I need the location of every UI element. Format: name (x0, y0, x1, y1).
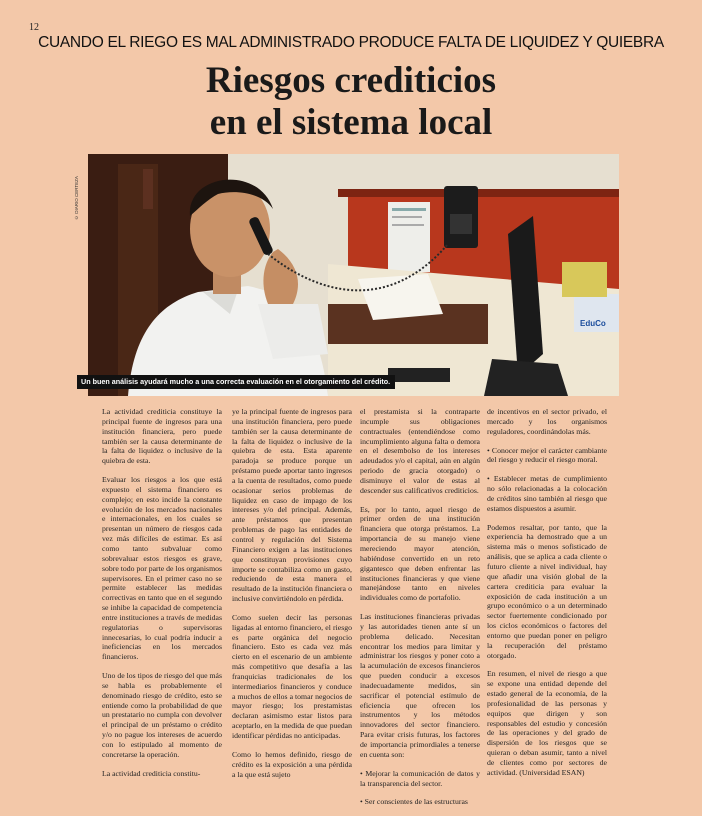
title-line-2: en el sistema local (209, 102, 493, 143)
bullet-item: • Establecer metas de cumplimiento no sólo relacionadas a la colocación de créditos sino también al riesgo que estamos dispuestos a asumir. (487, 474, 607, 513)
bullet-item: • Ser conscientes de las estructuras (360, 797, 468, 807)
column-4 (487, 407, 607, 787)
paragraph: Las instituciones financieras privadas y las autoridades tienen ante sí un problema delicado. Necesitan encontrar los medios para limitar y administrar los riesgos y poner coto a la acumulación de excesos financieros que pueden conducir a excesos inadecuadamente medidos, sin sacrificar el potencial estímulo de eficiencia que ofrecen los instrumentos y los métodos innovadores del sector financiero. Para evitar crisis futuras, los factores de importancia primordiales a tenerse en cuenta son: (360, 612, 480, 759)
paragraph: ye la principal fuente de ingresos para una institución financiera, pero puede también ser la causa determinante de la falta de liquidez o inclusive de la quiebra de esta. Esta aparente paradoja se produce porque un préstamo puede aportar tanto ingresos a la cuenta de resultados, como puede ocasionar serios problemas de liquidez en caso de impago de los intereses y/o del principal. Además, ante préstamos que presentan problemas de pago las entidades de control y regulación del Sistema Financiero exigen a las instituciones que constituyan provisiones cuyo importe se contabiliza como un gasto, reduciendo de esta manera el resultado de la institución financiera o inclusive convirtiéndolo en pérdida. (232, 407, 352, 604)
paragraph: La actividad crediticia constituye la principal fuente de ingresos para una institución financiera, pero puede también ser la causa determinante de la falta de liquidez o inclusive de la quiebra de esta. (102, 407, 222, 466)
page-number: 12 (29, 22, 39, 33)
paragraph: La actividad crediticia constitu- (102, 768, 201, 778)
paragraph: de incentivos en el sector privado, el mercado y los organismos reguladores, coordinándolas más. (487, 407, 607, 436)
paragraph: En resumen, el nivel de riesgo a que se expone una entidad depende del estado general de la economía, de la profesionalidad de las personas y equipos que dirigen y son responsables del estudio y concesión de las operaciones y del grado de dispersión de los riesgos que se quieran o deban asumir, tanto a nivel de clientes como por sectores de actividad. (Universidad ESAN) (487, 669, 607, 777)
box-label: EduCo (580, 319, 606, 328)
photo-credit: © DIARIO CERTEZA (74, 176, 79, 220)
paragraph: el prestamista si la contraparte incumple sus obligaciones contractuales (entendiéndose como incumplimiento alguna falta o demora en el desembolso de los intereses adeudados y/o el capital, aún en algún periodo de gracia otorgado) o disminuye el valor de estas al descender sus calificativos crediticios. (360, 407, 480, 495)
paragraph: Podemos resaltar, por tanto, que la experiencia ha demostrado que a un sistema más o menos sofisticado de análisis, que se aplica a cada cliente o futuro cliente a nivel individual, hay que añadir una visión global de la cartera crediticia para evaluar la exposición de cada institución a un grupo económico o a un determinado sector fuertemente condicionado por los ciclos económicos o factores del entorno que puedan poner en peligro la recuperación del préstamo otorgado. (487, 522, 607, 660)
bullet-item: • Conocer mejor el carácter cambiante del riesgo y reducir el riesgo moral. (487, 445, 607, 465)
article-body (102, 407, 611, 807)
kicker-headline: CUANDO EL RIEGO ES MAL ADMINISTRADO PRODUCE FALTA DE LIQUIDEZ Y QUIEBRA (38, 34, 664, 51)
article-photo (88, 154, 619, 396)
paragraph: Es, por lo tanto, aquel riesgo de primer orden de una institución financiera que otorga préstamos. La importancia de su manejo viene mereciendo mayor atención, habiéndose convertido en un reto gigantesco que deben enfrentar las instituciones financieras y que viene manejándose tanto en niveles individuales como de portafolio. (360, 504, 480, 603)
paragraph: Como suelen decir las personas ligadas al entorno financiero, el riesgo es parte orgánica del negocio financiero. Esto es cada vez más cierto en el escenario de un ambiente más competitivo que desafía a las franquicias tradicionales de los intermediarios financieros y conduce a muchos de ellos a tomar negocios de mayor riesgo; los prestamistas declaran asimismo estar listos para aceptarlo, en la medida de que puedan identificar pérdidas no anticipadas. (232, 612, 352, 740)
column-2 (232, 407, 352, 788)
column-3 (360, 407, 480, 816)
photo-caption: Un buen análisis ayudará mucho a una correcta evaluación en el otorgamiento del crédito. (77, 375, 395, 389)
paragraph: Evaluar los riesgos a los que está expuesto el sistema financiero es complejo; en esto incide la constante evolución de los mercados nacionales e internacionales, en los cuales se presentan un número de riesgos cada vez más difíciles de estimar. Es así como tanto subvaluar como sobrevaluar estos riesgos es grave, sobre todo por parte de los organismos supervisores. En el primer caso no se permite establecer las medidas correctivas en tanto que en el segundo se inhibe la capacidad de competencia entre instituciones a través de medidas regulatorias o supervisoras innecesarias, lo cual podría inducir a ineficiencias en los mercados financieros. (102, 475, 222, 662)
bullet-item: • Mejorar la comunicación de datos y la transparencia del sector. (360, 768, 480, 788)
paragraph: Como lo hemos definido, riesgo de crédito es la exposición a una pérdida a la que está sujeto (232, 749, 352, 779)
paragraph: Uno de los tipos de riesgo del que más se habla es probablemente el denominado riesgo de crédito, esto se entiende como la probabilidad de que un prestatario no cumpla con devolver el principal de un préstamo o crédito y/o no pague los intereses de acuerdo con lo estipulado al momento de concretarse la operación. (102, 671, 222, 759)
title-line-1: Riesgos crediticios (205, 60, 497, 101)
article-title (0, 60, 702, 144)
column-1 (102, 407, 222, 788)
